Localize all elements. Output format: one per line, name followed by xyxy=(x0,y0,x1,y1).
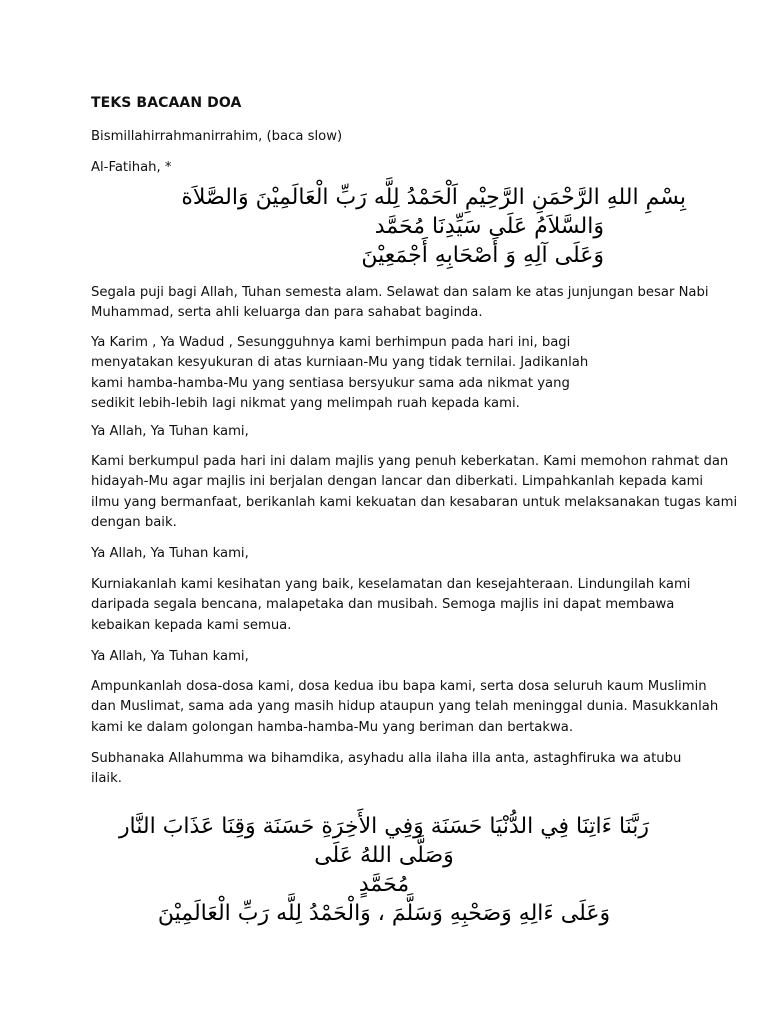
bismillah-line: Bismillahirrahmanirrahim, (baca slow) xyxy=(91,129,343,144)
paragraph-line: menyatakan kesyukuran di atas kurniaan-Mu yang tidak ternilai. Jadikanlah xyxy=(91,355,589,371)
paragraph-line: Ampunkanlah dosa-dosa kami, dosa kedua ibu bapa kami, serta dosa seluruh kaum Muslimin xyxy=(91,679,707,694)
arabic-closing-prayer xyxy=(84,812,684,928)
arabic-closing-line: مُحَمَّدٍ xyxy=(358,872,410,897)
paragraph-line: sedikit lebih-lebih lagi nikmat yang melimpah ruah kepada kami. xyxy=(91,396,520,412)
paragraph-line: Ya Karim , Ya Wadud , Sesungguhnya kami berhimpun pada hari ini, bagi xyxy=(91,335,571,350)
arabic-closing-line: رَبَّنَا ءَاتِنَا فِي الدُّنْيَا حَسَنَة وَفِي الأَخِرَةِ حَسَنَة وَقِنَا عَذَابَ النَّار xyxy=(118,814,650,839)
invocation-line: Ya Allah, Ya Tuhan kami, xyxy=(91,649,249,664)
paragraph-line: kami ke dalam golongan hamba-hamba-Mu yang beriman dan bertakwa. xyxy=(91,719,574,735)
paragraph-line: Kurniakanlah kami kesihatan yang baik, keselamatan dan kesejahteraan. Lindungilah kami xyxy=(91,577,691,592)
document-title: TEKS BACAAN DOA xyxy=(91,95,242,111)
invocation-line: Ya Allah, Ya Tuhan kami, xyxy=(91,424,249,439)
gathering-paragraph xyxy=(91,452,738,534)
paragraph-line: Segala puji bagi Allah, Tuhan semesta alam. Selawat dan salam ke atas junjungan besar Nabi xyxy=(91,285,709,300)
paragraph-line: Muhammad, serta ahli keluarga dan para sahabat baginda. xyxy=(91,305,483,321)
paragraph-line: kami hamba-hamba-Mu yang sentiasa bersyukur sama ada nikmat yang xyxy=(91,375,570,391)
fatihah-line: Al-Fatihah, * xyxy=(91,160,172,175)
arabic-opening-line: وَعَلَى آلِهِ وَ أَصْحَابِهِ أَجْمَعِيْنَ xyxy=(361,243,604,268)
paragraph-line: ilmu yang bermanfaat, berikanlah kami kekuatan dan kesabaran untuk melaksanakan tugas kami xyxy=(91,494,738,510)
arabic-opening-prayer xyxy=(90,183,686,270)
arabic-closing-line: وَصَلَّى اللهُ عَلَى xyxy=(314,843,454,868)
paragraph-line: daripada segala bencana, malapetaka dan musibah. Semoga majlis ini dapat membawa xyxy=(91,597,675,613)
forgiveness-paragraph xyxy=(91,677,719,738)
paragraph-line: hidayah-Mu agar majlis ini berjalan dengan lancar dan diberkati. Limpahkanlah kepada kami xyxy=(91,474,704,490)
arabic-opening-line: وَالسَّلاَمُ عَلَى سَيِّدِنَا مُحَمَّد xyxy=(374,214,604,239)
paragraph-line: dengan baik. xyxy=(91,515,177,531)
arabic-opening-line: بِسْمِ اللهِ الرَّحْمَنِ الرَّحِيْمِ اَلْحَمْدُ لِلَّه رَبِّ الْعَالَمِيْنَ وَالصَّلاَة xyxy=(181,185,686,210)
health-paragraph xyxy=(91,575,691,636)
paragraph-line: kebaikan kepada kami semua. xyxy=(91,617,292,633)
praise-paragraph xyxy=(91,283,709,324)
paragraph-line: Kami berkumpul pada hari ini dalam majlis yang penuh keberkatan. Kami memohon rahmat dan xyxy=(91,454,729,469)
paragraph-line: dan Muslimat, sama ada yang masih hidup ataupun yang telah meninggal dunia. Masukkanlah xyxy=(91,699,719,715)
arabic-closing-line: وَعَلَى ءَالِهِ وَصَحْبِهِ وَسَلَّمَ ، وَالْحَمْدُ لِلَّه رَبِّ الْعَالَمِيْنَ xyxy=(157,901,611,926)
invocation-line: Ya Allah, Ya Tuhan kami, xyxy=(91,546,249,561)
karim-paragraph xyxy=(91,333,691,415)
closing-line: Subhanaka Allahumma wa bihamdika, asyhadu alla ilaha illa anta, astaghfiruka wa atubu ilaik. xyxy=(91,751,682,787)
